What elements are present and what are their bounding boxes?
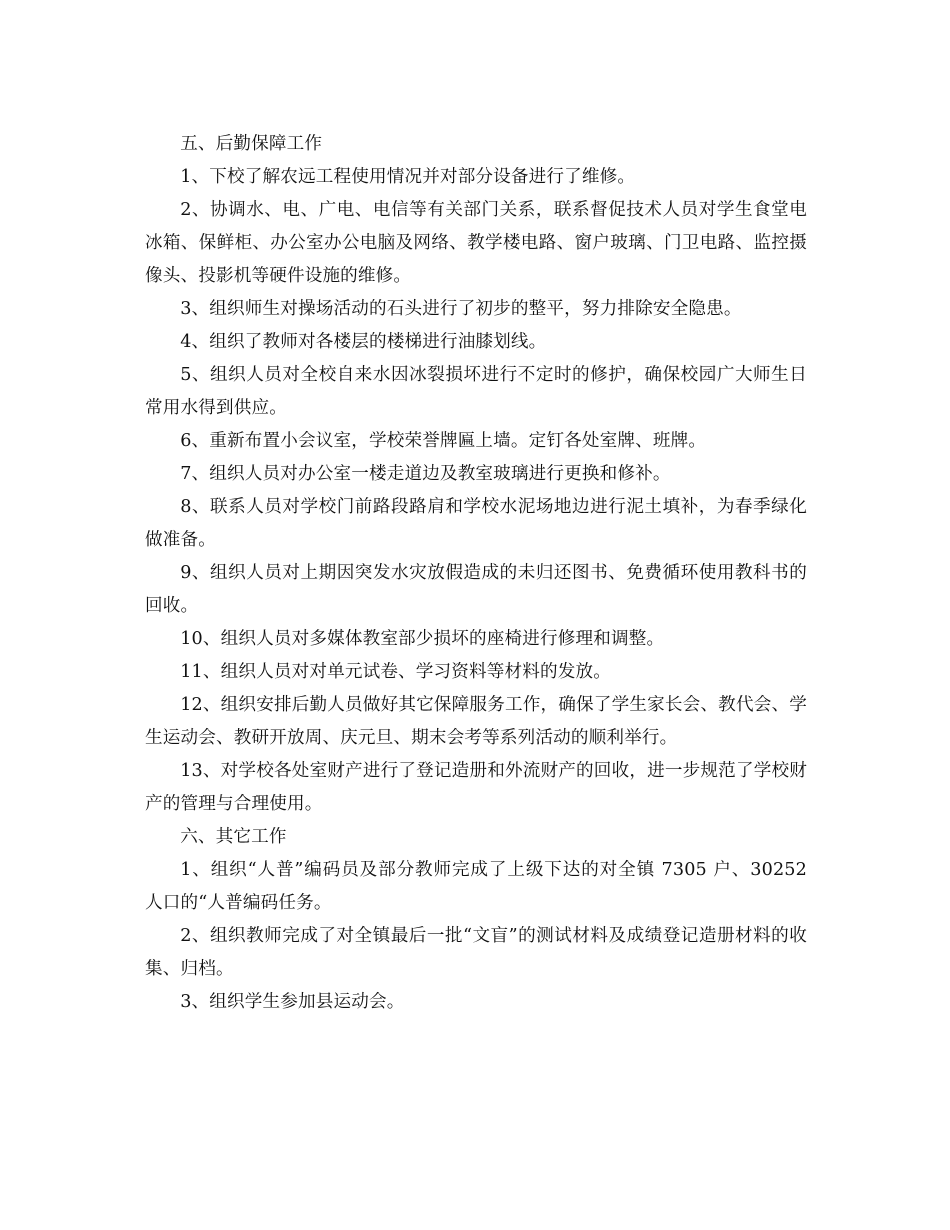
logistics-item-2: 2、协调水、电、广电、电信等有关部门关系，联系督促技术人员对学生食堂电冰箱、保鲜柜、办公室办公电脑及网络、教学楼电路、窗户玻璃、门卫电路、监控摄像头、投影机等硬件设施的维修。 bbox=[145, 200, 807, 286]
other-work-item-2: 2、组织教师完成了对全镇最后一批“文盲”的测试材料及成绩登记造册材料的收集、归档。 bbox=[145, 926, 807, 979]
logistics-item-12: 12、组织安排后勤人员做好其它保障服务工作，确保了学生家长会、教代会、学生运动会、教研开放周、庆元旦、期末会考等系列活动的顺利举行。 bbox=[145, 695, 807, 748]
logistics-item-5: 5、组织人员对全校自来水因冰裂损坏进行不定时的修护，确保校园广大师生日常用水得到供应。 bbox=[145, 365, 807, 418]
logistics-item-13: 13、对学校各处室财产进行了登记造册和外流财产的回收，进一步规范了学校财产的管理与合理使用。 bbox=[145, 761, 807, 814]
logistics-item-7: 7、组织人员对办公室一楼走道边及教室玻璃进行更换和修补。 bbox=[180, 464, 671, 484]
logistics-item-1: 1、下校了解农远工程使用情况并对部分设备进行了维修。 bbox=[180, 167, 636, 187]
logistics-item-10: 10、组织人员对多媒体教室部少损坏的座椅进行修理和调整。 bbox=[180, 629, 665, 649]
logistics-item-3: 3、组织师生对操场活动的石头进行了初步的整平，努力排除安全隐患。 bbox=[180, 299, 742, 319]
logistics-item-8: 8、联系人员对学校门前路段路肩和学校水泥场地边进行泥土填补，为春季绿化做准备。 bbox=[145, 497, 807, 550]
other-work-item-3: 3、组织学生参加县运动会。 bbox=[180, 992, 405, 1012]
logistics-item-6: 6、重新布置小会议室，学校荣誉牌匾上墙。定钉各处室牌、班牌。 bbox=[180, 431, 707, 451]
section-heading-other-work: 六、其它工作 bbox=[180, 827, 287, 847]
document-body bbox=[145, 128, 807, 1019]
logistics-item-11: 11、组织人员对对单元试卷、学习资料等材料的发放。 bbox=[180, 662, 611, 682]
logistics-item-9: 9、组织人员对上期因突发水灾放假造成的未归还图书、免费循环使用教科书的回收。 bbox=[145, 563, 807, 616]
other-work-item-1: 1、组织“人普”编码员及部分教师完成了上级下达的对全镇 7305 户、30252 人口的“人普编码任务。 bbox=[145, 860, 807, 913]
section-heading-logistics: 五、后勤保障工作 bbox=[180, 134, 323, 154]
logistics-item-4: 4、组织了教师对各楼层的楼梯进行油膝划线。 bbox=[180, 332, 547, 352]
